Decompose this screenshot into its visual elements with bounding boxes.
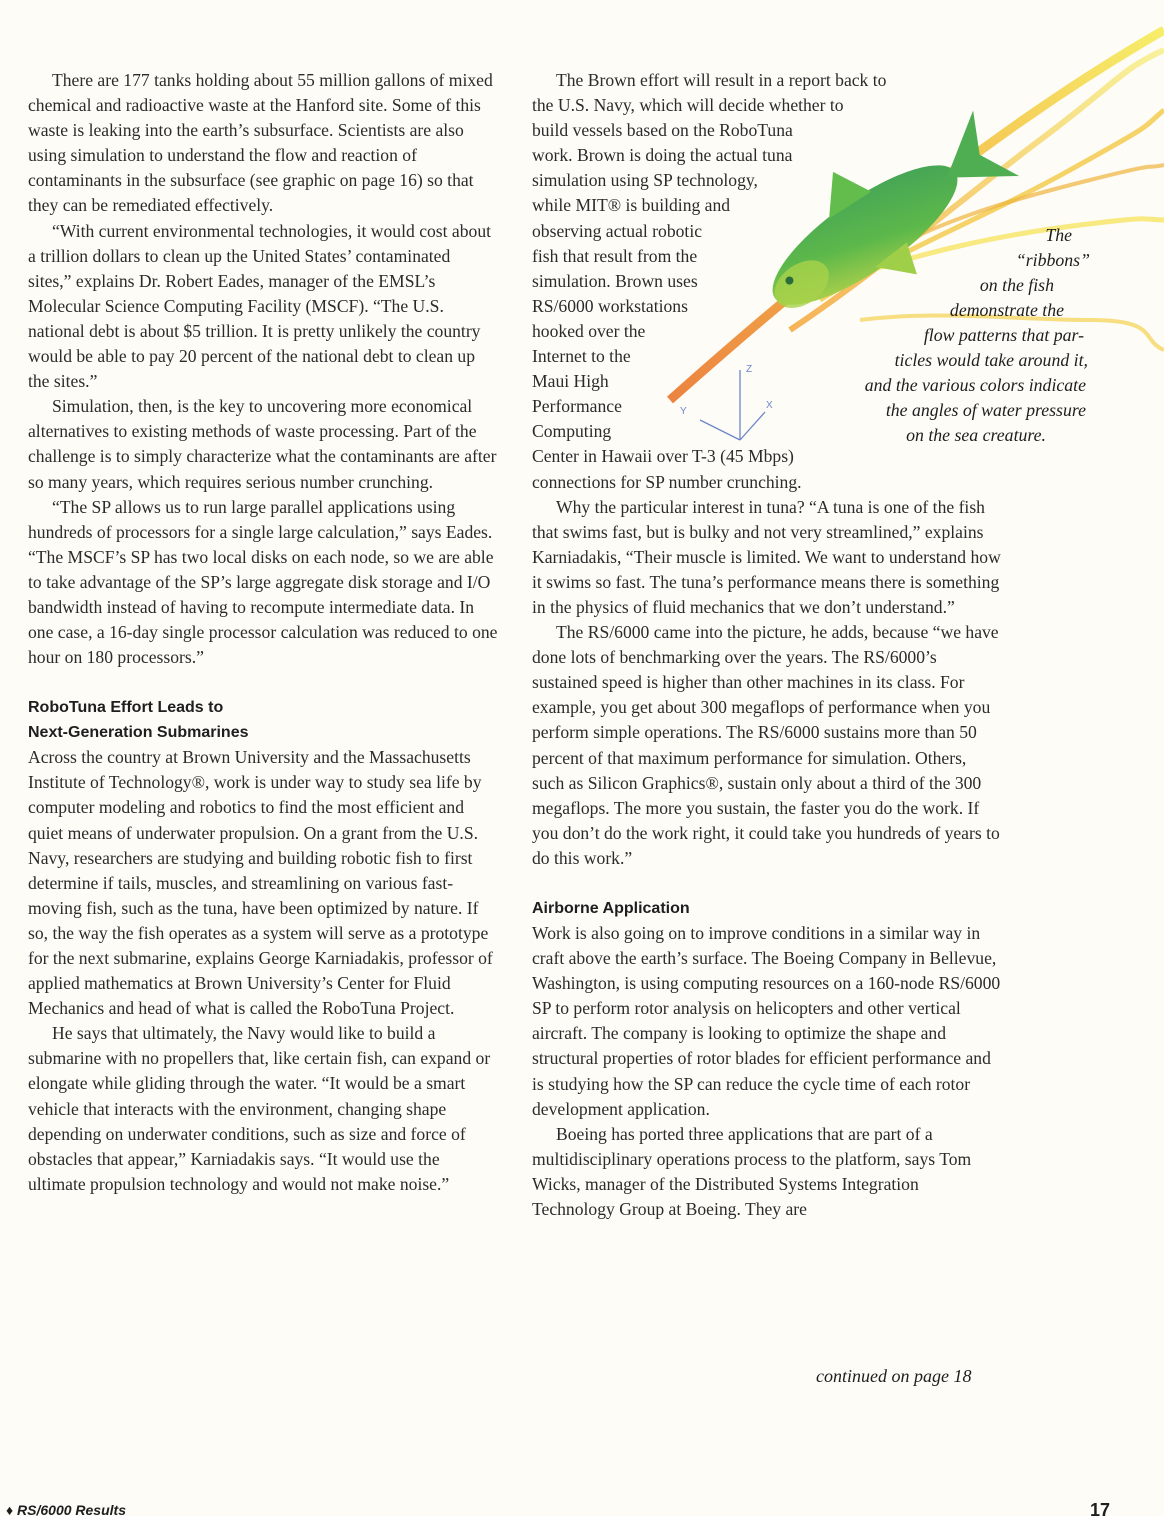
paragraph: Boeing has ported three applications that are part of a multidisciplinary operations process to the platform, says Tom Wicks, manager of the Distributed Systems Integration Technology Group at Boeing. They are: [532, 1123, 972, 1220]
right-column: [532, 68, 1002, 1222]
caption-line: flow patterns that par-: [923, 325, 1084, 345]
section-heading: Airborne Application: [532, 900, 690, 917]
caption-line: the angles of water pressure: [885, 400, 1086, 420]
paragraph: “With current environmental technologies, it would cost about a trillion dollars to clean up the United States’ contaminated sites,” explains Dr. Robert Eades, manager of the EMSL’s Molecular Science Computing Facility (MSCF). “The U.S. national debt is about $5 trillion. It is pretty unlikely the country would be able to pay 20 percent of the national debt to clean up the sites.”: [28, 220, 492, 392]
text-line: Center in Hawaii over T-3 (45 Mbps): [532, 446, 794, 467]
section-heading: RoboTuna Effort Leads to: [28, 699, 224, 717]
text-line: Internet to the: [532, 346, 631, 367]
text-line: build vessels based on the RoboTuna: [532, 120, 793, 141]
caption-line: ticles would take around it,: [894, 350, 1088, 370]
caption-line: on the sea creature.: [906, 425, 1046, 445]
paragraph: There are 177 tanks holding about 55 million gallons of mixed chemical and radioactive waste at the Hanford site. Some of this waste is leaking into the earth’s subsurface. Scientists are also using simulation to understand the flow and reaction of contaminants in the subsurface (see graphic on page 16) so that they can be remediated effectively.: [28, 70, 493, 216]
text-line: The Brown effort will result in a report back to: [556, 70, 887, 90]
paragraph: The RS/6000 came into the picture, he adds, because “we have done lots of benchmarking over the years. The RS/6000’s sustained speed is higher than other machines in its class. For example, you get about 300 megaflops of performance when you perform simple operations. The RS/6000 sustains more than 50 percent of that maximum performance for simulation. Others, such as Silicon Graphics®, sustain only about a third of the 300 megaflops. The more you sustain, the faster you do the work. If you don’t do the work right, it could take you hundreds of years to do this work.”: [532, 622, 1000, 868]
page-number: 17: [1089, 1500, 1110, 1516]
caption-line: demonstrate the: [949, 300, 1064, 320]
text-line: work. Brown is doing the actual tuna: [532, 145, 793, 166]
axis-label-x: X: [766, 400, 773, 411]
caption-line: “ribbons”: [1015, 250, 1090, 270]
text-line: simulation. Brown uses: [532, 270, 698, 291]
page-footer: [0, 1500, 1164, 1516]
text-line: while MIT® is building and: [532, 195, 731, 216]
footer-title: ♦ RS/6000 Results: [6, 1502, 126, 1516]
paragraph: “The SP allows us to run large parallel applications using hundreds of processors for a single large calculation,” says Eades. “The MSCF’s SP has two local disks on each node, so we are able to take advantage of the SP’s large aggregate disk storage and I/O bandwidth instead of having to recompute intermediate data. In one case, a 16-day single processor calculation was reduced to one hour on 180 processors.”: [28, 496, 498, 668]
text-line: Computing: [532, 421, 612, 442]
section-heading: Next-Generation Submarines: [28, 724, 249, 742]
continued-note: continued on page 18: [816, 1366, 972, 1386]
paragraph: Simulation, then, is the key to uncovering more economical alternatives to existing methods of waste processing. Part of the challenge is to simply characterize what the contaminants are after so many years, which requires serious number crunching.: [28, 396, 497, 492]
paragraph: Work is also going on to improve conditions in a similar way in craft above the earth’s surface. The Boeing Company in Bellevue, Washington, is using computing resources on a 160-node RS/6000 SP to perform rotor analysis on helicopters and other vertical aircraft. The company is looking to optimize the shape and structural properties of rotor blades for efficient performance and is studying how the SP can reduce the cycle time of each rotor development application.: [532, 923, 1001, 1119]
axis-label-z: Z: [746, 364, 753, 375]
text-line: Maui High: [532, 371, 609, 392]
paragraph: He says that ultimately, the Navy would like to build a submarine with no propellers that, like certain fish, can expand or elongate while gliding through the water. “It would be a smart vehicle that interacts with the environment, changing shape depending on underwater conditions, such as size and force of obstacles that appear,” Karniadakis says. “It would use the ultimate propulsion technology and would not make noise.”: [28, 1023, 491, 1194]
axis-label-y: Y: [680, 406, 687, 417]
text-line: hooked over the: [532, 320, 646, 341]
text-line: observing actual robotic: [532, 220, 703, 241]
text-line: connections for SP number crunching.: [532, 471, 802, 492]
paragraph: Why the particular interest in tuna? “A tuna is one of the fish that swims fast, but is bulky and not very streamlined,” explains Karniadakis, “Their muscle is limited. We want to understand how it swims so fast. The tuna’s performance means there is something in the physics of fluid mechanics that we don’t understand.”: [532, 496, 1001, 617]
caption-line: The: [1045, 225, 1072, 245]
text-line: RS/6000 workstations: [532, 295, 688, 316]
text-line: the U.S. Navy, which will decide whether to: [532, 95, 844, 116]
text-line: Performance: [532, 396, 622, 417]
caption-line: on the fish: [979, 275, 1054, 295]
text-line: simulation using SP technology,: [532, 170, 758, 191]
paragraph: Across the country at Brown University and the Massachusetts Institute of Technology®, work is under way to study sea life by computer modeling and robotics to find the most efficient and quiet means of underwater propulsion. On a grant from the U.S. Navy, researchers are studying and building robotic fish to first determine if tails, muscles, and streamlining on various fast-moving fish, such as the tuna, have been optimized by nature. If so, the way the fish operates as a system will serve as a prototype for the next submarine, explains George Karniadakis, professor of applied mathematics at Brown University’s Center for Fluid Mechanics and head of what is called the RoboTuna Project.: [28, 747, 493, 1019]
caption-line: and the various colors indicate: [864, 375, 1086, 395]
text-line: fish that result from the: [532, 245, 698, 266]
left-column: [28, 68, 498, 1197]
